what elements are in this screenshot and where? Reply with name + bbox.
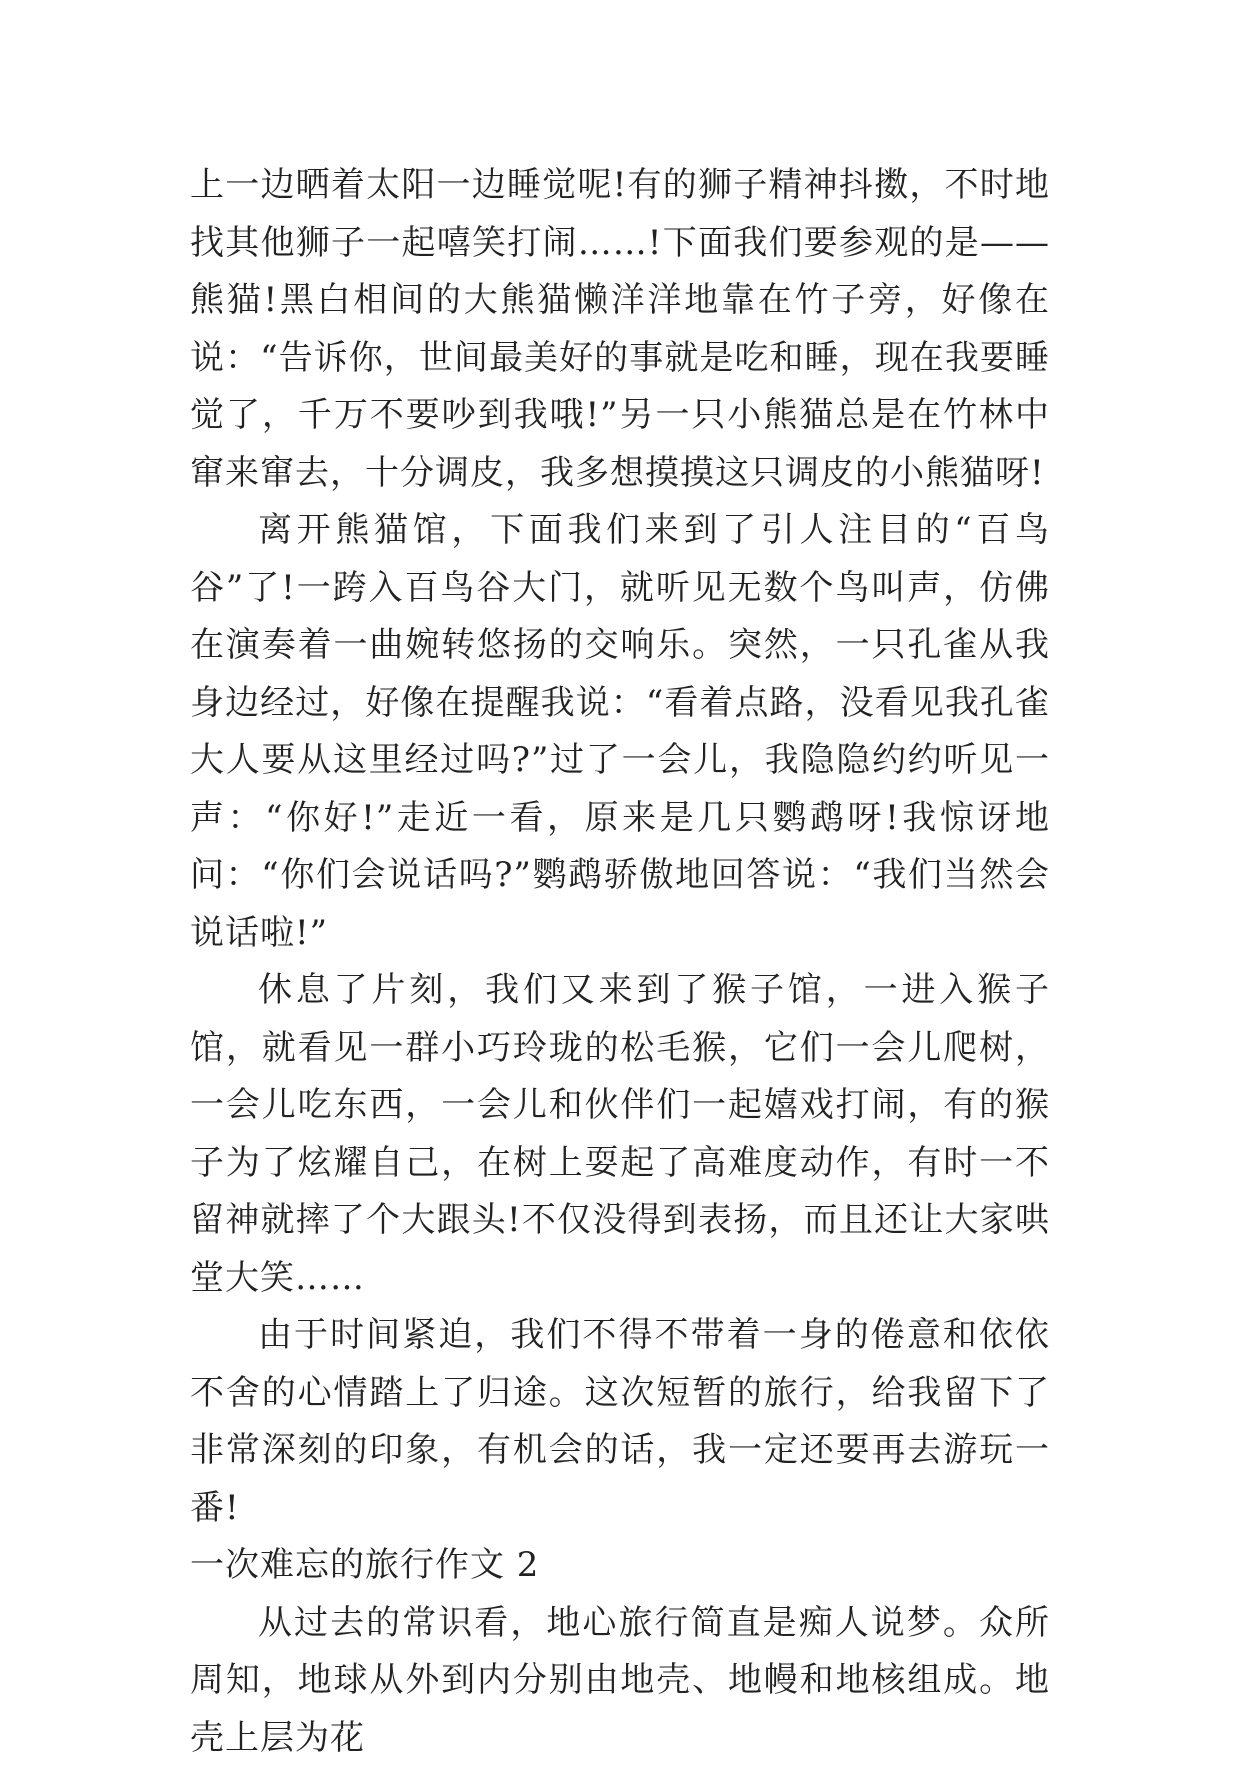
section-title: 一次难忘的旅行作文 2 (190, 1537, 1050, 1595)
paragraph-bird-valley: 离开熊猫馆，下面我们来到了引人注目的“百鸟谷”了!一跨入百鸟谷大门，就听见无数个鸟叫声，仿佛在演奏着一曲婉转悠扬的交响乐。突然，一只孔雀从我身边经过，好像在提醒我说：“看着点路，没看见我孔雀大人要从这里经过吗?”过了一会儿，我隐隐约约听见一声：“你好!”走近一看，原来是几只鹦鹉呀!我惊讶地问：“你们会说话吗?”鹦鹉骄傲地回答说：“我们当然会说话啦!” (190, 502, 1050, 962)
paragraph-lions-pandas: 上一边晒着太阳一边睡觉呢!有的狮子精神抖擞，不时地找其他狮子一起嘻笑打闹……!下面我们要参观的是——熊猫!黑白相间的大熊猫懒洋洋地靠在竹子旁，好像在说：“告诉你，世间最美好的事就是吃和睡，现在我要睡觉了，千万不要吵到我哦!”另一只小熊猫总是在竹林中窜来窜去，十分调皮，我多想摸摸这只调皮的小熊猫呀! (190, 157, 1050, 502)
paragraph-monkey-house: 休息了片刻，我们又来到了猴子馆，一进入猴子馆，就看见一群小巧玲珑的松毛猴，它们一会儿爬树，一会儿吃东西，一会儿和伙伴们一起嬉戏打闹，有的猴子为了炫耀自己，在树上耍起了高难度动作，有时一不留神就摔了个大跟头!不仅没得到表扬，而且还让大家哄堂大笑…… (190, 962, 1050, 1307)
document-body (190, 157, 1050, 1767)
paragraph-return-trip: 由于时间紧迫，我们不得不带着一身的倦意和依依不舍的心情踏上了归途。这次短暂的旅行，给我留下了非常深刻的印象，有机会的话，我一定还要再去游玩一番! (190, 1307, 1050, 1537)
paragraph-journey-to-center: 从过去的常识看，地心旅行简直是痴人说梦。众所周知，地球从外到内分别由地壳、地幔和地核组成。地壳上层为花 (190, 1595, 1050, 1767)
